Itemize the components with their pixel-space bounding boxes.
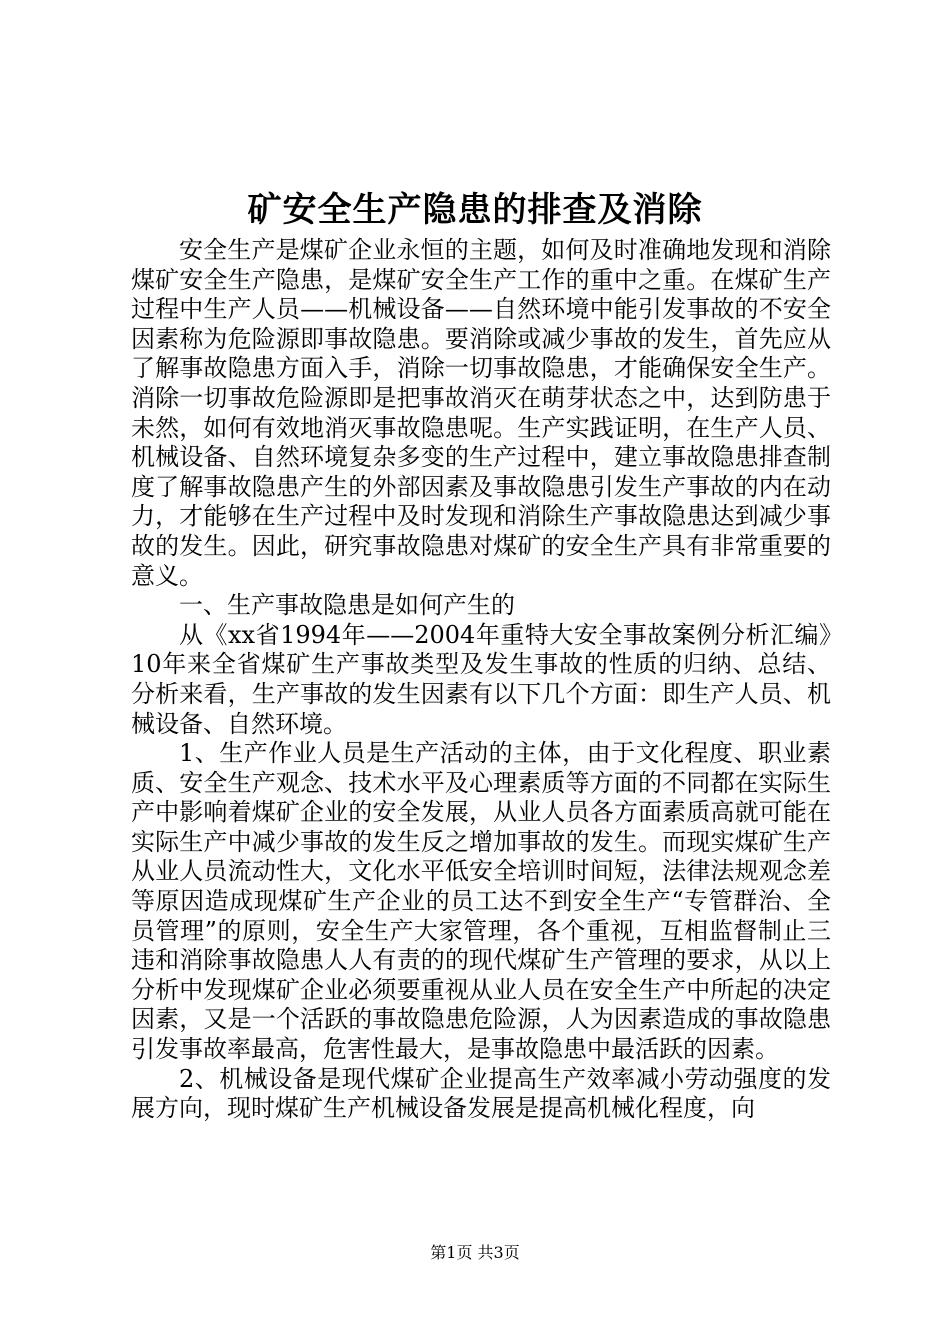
document-title: 矿安全生产隐患的排查及消除 — [247, 190, 703, 230]
paragraph-equipment: 2、机械设备是现代煤矿企业提高生产效率减小劳动强度的发展方向，现时煤矿生产机械设备发展是提高机械化程度，向 — [131, 1064, 831, 1123]
section-heading-1: 一、生产事故隐患是如何产生的 — [179, 591, 515, 620]
paragraph-source: 从《xx省1994年——2004年重特大安全事故案例分析汇编》10年来全省煤矿生产事故类型及发生事故的性质的归纳、总结、分析来看，生产事故的发生因素有以下几个方面：即生产人员、机械设备、自然环境。 — [131, 620, 831, 738]
paragraph-intro: 安全生产是煤矿企业永恒的主题，如何及时准确地发现和消除煤矿安全生产隐患，是煤矿安全生产工作的重中之重。在煤矿生产过程中生产人员——机械设备——自然环境中能引发事故的不安全因素称为危险源即事故隐患。要消除或减少事故的发生，首先应从了解事故隐患方面入手，消除一切事故隐患，才能确保安全生产。消除一切事故危险源即是把事故消灭在萌芽状态之中，达到防患于未然，如何有效地消灭事故隐患呢。生产实践证明，在生产人员、机械设备、自然环境复杂多变的生产过程中，建立事故隐患排查制度了解事故隐患产生的外部因素及事故隐患引发生产事故的内在动力，才能够在生产过程中及时发现和消除生产事故隐患达到减少事故的发生。因此，研究事故隐患对煤矿的安全生产具有非常重要的意义。 — [131, 236, 831, 590]
page-number-footer: 第1页 共3页 — [430, 1243, 520, 1262]
document-body — [131, 236, 831, 1124]
paragraph-personnel: 1、生产作业人员是生产活动的主体，由于文化程度、职业素质、安全生产观念、技术水平及心理素质等方面的不同都在实际生产中影响着煤矿企业的安全发展，从业人员各方面素质高就可能在实际生产中减少事故的发生反之增加事故的发生。而现实煤矿生产从业人员流动性大，文化水平低安全培训时间短，法律法规观念差等原因造成现煤矿生产企业的员工达不到安全生产“专管群治、全员管理”的原则，安全生产大家管理，各个重视，互相监督制止三违和消除事故隐患人人有责的的现代煤矿生产管理的要求，从以上分析中发现煤矿企业必须要重视从业人员在安全生产中所起的决定因素，又是一个活跃的事故隐患危险源，人为因素造成的事故隐患引发事故率最高，危害性最大，是事故隐患中最活跃的因素。 — [131, 739, 831, 1064]
